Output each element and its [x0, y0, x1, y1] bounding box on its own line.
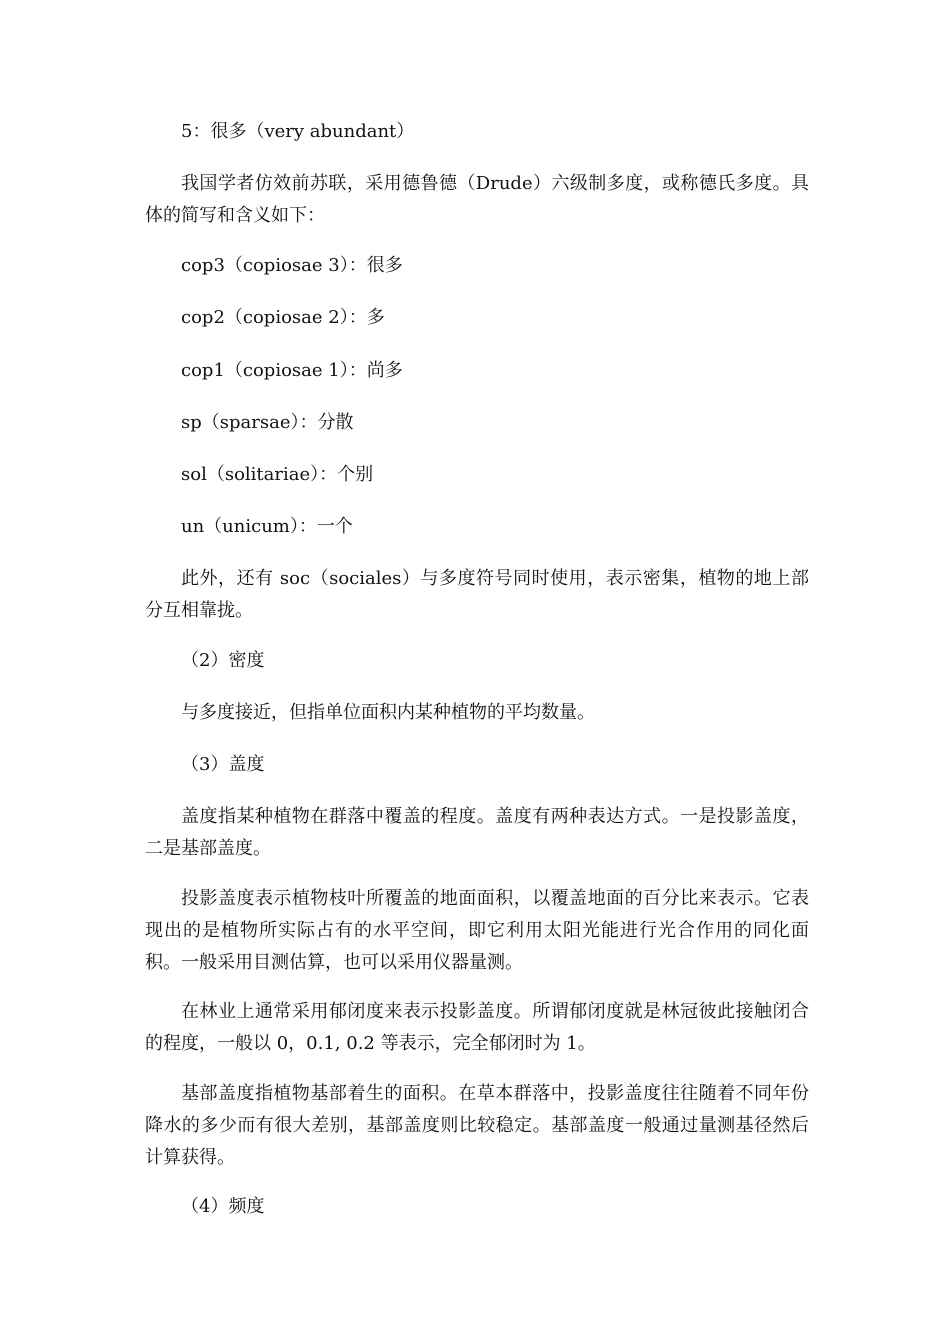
section-heading-coverage: （3）盖度	[181, 754, 265, 775]
basal-coverage-paragraph: 基部盖度指植物基部着生的面积。在草本群落中，投影盖度往往随着不同年份降水的多少而有很大差别，基部盖度则比较稳定。基部盖度一般通过量测基径然后计算获得。	[145, 1083, 809, 1168]
scale-item-sol: sol（solitariae）：个别	[181, 464, 374, 485]
scale-item-cop2: cop2（copiosae 2）：多	[181, 307, 385, 328]
section-heading-density: （2）密度	[181, 650, 265, 671]
coverage-definition: 盖度指某种植物在群落中覆盖的程度。盖度有两种表达方式。一是投影盖度，二是基部盖度。	[145, 806, 809, 859]
sociales-note: 此外，还有 soc（sociales）与多度符号同时使用，表示密集，植物的地上部分互相靠拢。	[145, 568, 809, 621]
abundance-level-5: 5：很多（very abundant）	[181, 121, 415, 142]
density-definition: 与多度接近，但指单位面积内某种植物的平均数量。	[181, 702, 595, 723]
canopy-density-paragraph: 在林业上通常采用郁闭度来表示投影盖度。所谓郁闭度就是林冠彼此接触闭合的程度，一般以 0，0.1, 0.2 等表示，完全郁闭时为 1。	[145, 1001, 809, 1054]
drude-scale-intro: 我国学者仿效前苏联，采用德鲁德（Drude）六级制多度，或称德氏多度。具体的简写和含义如下：	[145, 173, 809, 226]
scale-item-cop1: cop1（copiosae 1）：尚多	[181, 360, 403, 381]
scale-item-un: un（unicum）：一个	[181, 516, 353, 537]
section-heading-frequency: （4）频度	[181, 1196, 265, 1217]
projection-coverage-paragraph: 投影盖度表示植物枝叶所覆盖的地面面积，以覆盖地面的百分比来表示。它表现出的是植物所实际占有的水平空间，即它利用太阳光能进行光合作用的同化面积。一般采用目测估算，也可以采用仪器量测。	[145, 888, 809, 973]
scale-item-cop3: cop3（copiosae 3）：很多	[181, 255, 403, 276]
scale-item-sp: sp（sparsae）：分散	[181, 412, 354, 433]
